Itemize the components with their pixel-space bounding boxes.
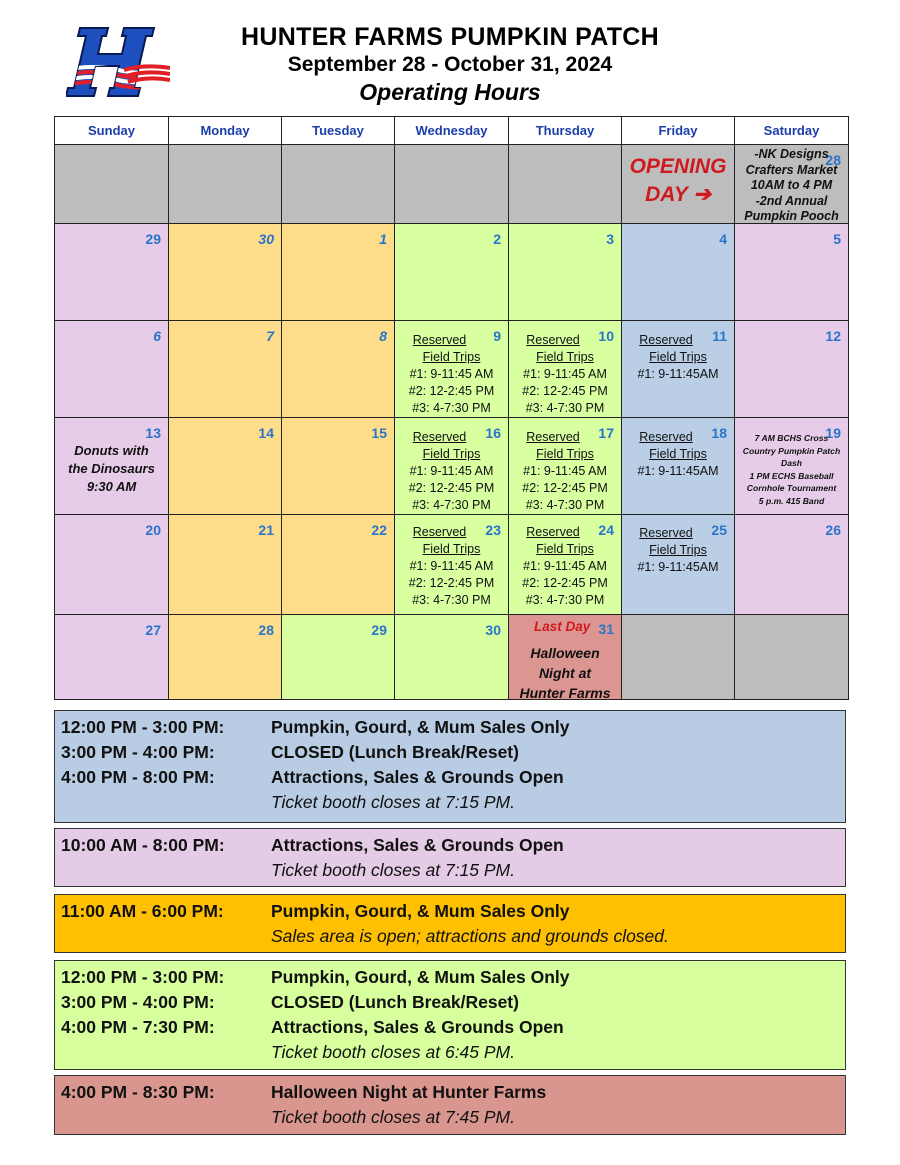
field-trip-schedule: Reserved Field Trips #1: 9-11:45 AM #2: 12-2:45 PM #3: 4-7:30 PM <box>522 333 608 415</box>
day-cell <box>735 224 849 321</box>
day-number: 6 <box>153 328 161 344</box>
day-cell-field-trips <box>622 418 735 515</box>
weekday-saturday: Saturday <box>735 117 849 145</box>
day-cell <box>395 615 509 700</box>
calendar-week-2 <box>55 224 849 321</box>
calendar-week-6 <box>55 615 849 700</box>
day-number: 30 <box>485 622 501 638</box>
day-cell-oct-13 <box>55 418 169 515</box>
hunter-h-logo <box>66 26 170 100</box>
day-cell <box>282 615 395 700</box>
event-list-oct-19: 7 AM BCHS Cross Country Pumpkin Patch Dash 1 PM ECHS Baseball Cornhole Tournament 5 p.m. 415 Band <box>742 433 841 506</box>
weekday-sunday: Sunday <box>55 117 169 145</box>
day-cell <box>622 224 735 321</box>
event-donuts-dinosaurs: Donuts with the Dinosaurs 9:30 AM <box>68 443 155 494</box>
day-cell-opening <box>622 145 735 224</box>
last-day-label: Last Day <box>534 619 591 634</box>
day-number: 29 <box>371 622 387 638</box>
schedule-note: Ticket booth closes at 6:45 PM. <box>271 1042 515 1062</box>
day-number: 3 <box>606 231 614 247</box>
day-cell-field-trips <box>509 515 622 615</box>
day-number: 2 <box>493 231 501 247</box>
day-number: 8 <box>379 328 387 344</box>
schedule-note: Ticket booth closes at 7:15 PM. <box>271 860 515 880</box>
day-cell <box>169 615 282 700</box>
schedule-weekend-box: 10:00 AM - 8:00 PM: Attractions, Sales & Grounds Open Ticket booth closes at 7:15 PM. <box>54 828 846 887</box>
day-cell-empty <box>55 145 169 224</box>
day-cell <box>169 418 282 515</box>
day-number: 16 <box>485 425 501 441</box>
day-number: 28 <box>825 152 841 168</box>
day-number: 1 <box>379 231 387 247</box>
day-cell <box>395 224 509 321</box>
weekday-friday: Friday <box>622 117 735 145</box>
schedule-note: Sales area is open; attractions and grounds closed. <box>271 926 669 946</box>
day-number: 30 <box>258 231 274 247</box>
calendar-week-5 <box>55 515 849 615</box>
day-cell-empty <box>282 145 395 224</box>
day-cell-field-trips <box>395 515 509 615</box>
day-cell <box>55 515 169 615</box>
field-trip-schedule: Reserved Field Trips #1: 9-11:45AM <box>637 333 719 381</box>
calendar-week-3 <box>55 321 849 418</box>
day-cell <box>55 224 169 321</box>
day-number: 13 <box>145 425 161 441</box>
day-cell-empty <box>395 145 509 224</box>
opening-day-label: OPENING DAY ➔ <box>629 155 727 206</box>
day-cell <box>282 224 395 321</box>
day-number: 9 <box>493 328 501 344</box>
field-trip-schedule: Reserved Field Trips #1: 9-11:45 AM #2: 12-2:45 PM #3: 4-7:30 PM <box>408 525 495 607</box>
day-cell-sep-28 <box>735 145 849 224</box>
day-number: 23 <box>485 522 501 538</box>
day-cell-field-trips <box>622 321 735 418</box>
schedule-field-trip-days-box: 12:00 PM - 3:00 PM: Pumpkin, Gourd, & Mum Sales Only 3:00 PM - 4:00 PM: CLOSED (Lunch Break/Reset) 4:00 PM - 7:30 PM: Attractions, Sales & Grounds Open Ticket booth closes at 6:45 PM. <box>54 960 846 1070</box>
day-number: 20 <box>145 522 161 538</box>
day-number: 28 <box>258 622 274 638</box>
day-number: 29 <box>145 231 161 247</box>
day-cell-empty <box>509 145 622 224</box>
weekday-tuesday: Tuesday <box>282 117 395 145</box>
field-trip-schedule: Reserved Field Trips #1: 9-11:45 AM #2: 12-2:45 PM #3: 4-7:30 PM <box>408 430 495 512</box>
day-cell-empty <box>169 145 282 224</box>
day-cell <box>169 321 282 418</box>
day-cell-halloween <box>509 615 622 700</box>
day-number: 15 <box>371 425 387 441</box>
day-number: 11 <box>712 328 727 344</box>
day-number: 12 <box>825 328 841 344</box>
day-cell-field-trips <box>622 515 735 615</box>
day-number: 21 <box>258 522 274 538</box>
day-cell <box>735 321 849 418</box>
day-number: 14 <box>258 425 274 441</box>
field-trip-schedule: Reserved Field Trips #1: 9-11:45 AM #2: 12-2:45 PM #3: 4-7:30 PM <box>522 525 608 607</box>
schedule-note: Ticket booth closes at 7:15 PM. <box>271 792 515 812</box>
day-number: 10 <box>598 328 614 344</box>
day-number: 27 <box>145 622 161 638</box>
day-number: 5 <box>833 231 841 247</box>
field-trip-schedule: Reserved Field Trips #1: 9-11:45AM <box>637 526 719 574</box>
day-number: 22 <box>371 522 387 538</box>
day-number: 25 <box>711 522 727 538</box>
date-range: September 28 - October 31, 2024 <box>287 53 613 76</box>
day-number: 31 <box>598 621 614 637</box>
weekday-monday: Monday <box>169 117 282 145</box>
day-cell <box>282 418 395 515</box>
schedule-sales-only-box: 11:00 AM - 6:00 PM: Pumpkin, Gourd, & Mum Sales Only Sales area is open; attractions and grounds closed. <box>54 894 846 953</box>
field-trip-schedule: Reserved Field Trips #1: 9-11:45 AM #2: 12-2:45 PM #3: 4-7:30 PM <box>522 430 608 512</box>
day-cell-field-trips <box>395 321 509 418</box>
day-number: 18 <box>711 425 727 441</box>
day-cell-empty <box>735 615 849 700</box>
day-cell <box>55 615 169 700</box>
day-cell <box>55 321 169 418</box>
calendar-week-1 <box>55 145 849 224</box>
schedule-halloween-box: 4:00 PM - 8:30 PM: Halloween Night at Hunter Farms Ticket booth closes at 7:45 PM. <box>54 1075 846 1135</box>
day-cell-field-trips <box>395 418 509 515</box>
schedule-weekday-box: 12:00 PM - 3:00 PM: Pumpkin, Gourd, & Mum Sales Only 3:00 PM - 4:00 PM: CLOSED (Lunch Break/Reset) 4:00 PM - 8:00 PM: Attractions, Sales & Grounds Open Ticket booth closes at 7:15 PM. <box>54 710 846 823</box>
day-cell-field-trips <box>509 418 622 515</box>
weekday-wednesday: Wednesday <box>395 117 509 145</box>
day-cell <box>735 515 849 615</box>
day-cell <box>509 224 622 321</box>
day-cell <box>169 224 282 321</box>
halloween-event: Halloween Night at Hunter Farms <box>519 645 611 701</box>
day-number: 19 <box>825 425 841 441</box>
day-cell <box>169 515 282 615</box>
weekday-header-row <box>55 117 849 145</box>
day-cell-oct-19 <box>735 418 849 515</box>
day-cell <box>282 321 395 418</box>
day-number: 4 <box>719 231 727 247</box>
page-subtitle: Operating Hours <box>359 79 541 105</box>
page-title: HUNTER FARMS PUMPKIN PATCH <box>241 23 659 51</box>
calendar-grid <box>54 116 849 700</box>
event-crafters-market: -NK Designs Crafters Market 10AM to 4 PM -2nd Annual Pumpkin Pooch <box>744 147 839 223</box>
day-cell-field-trips <box>509 321 622 418</box>
day-cell <box>282 515 395 615</box>
field-trip-schedule: Reserved Field Trips #1: 9-11:45 AM #2: 12-2:45 PM #3: 4-7:30 PM <box>408 333 495 415</box>
schedule-note: Ticket booth closes at 7:45 PM. <box>271 1107 515 1127</box>
day-number: 26 <box>825 522 841 538</box>
day-number: 7 <box>266 328 274 344</box>
day-number: 24 <box>598 522 614 538</box>
weekday-thursday: Thursday <box>509 117 622 145</box>
day-number: 17 <box>598 425 614 441</box>
field-trip-schedule: Reserved Field Trips #1: 9-11:45AM <box>637 430 719 478</box>
header <box>190 22 710 106</box>
day-cell-empty <box>622 615 735 700</box>
calendar-week-4 <box>55 418 849 515</box>
